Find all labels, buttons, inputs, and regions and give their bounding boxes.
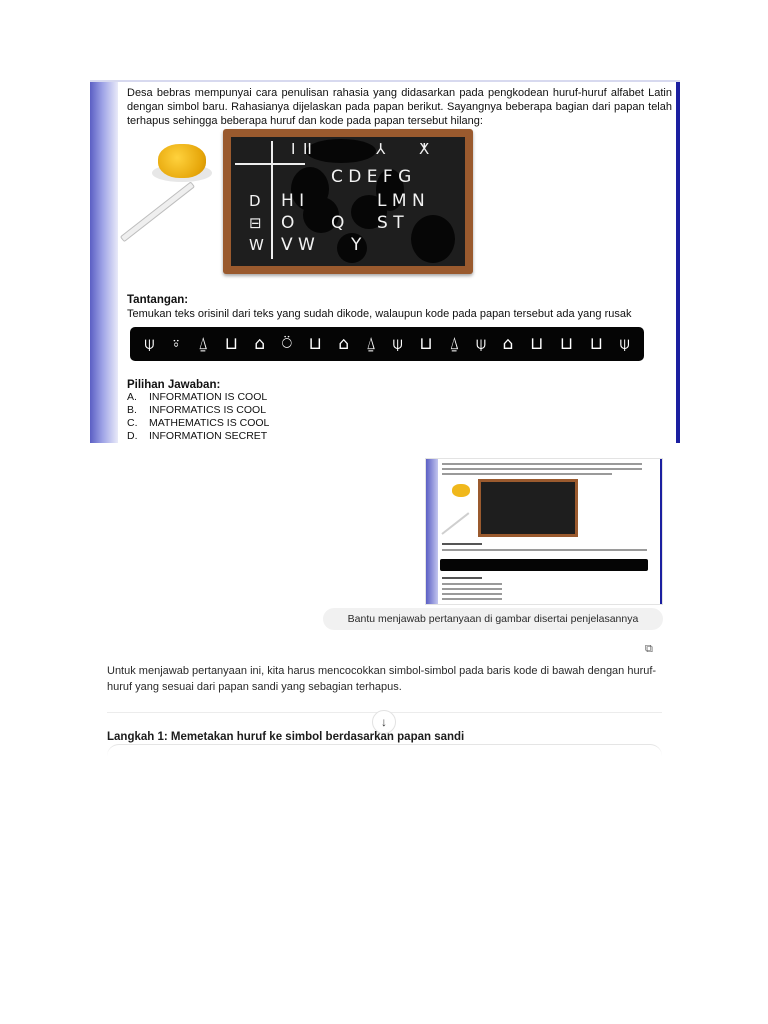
board-letters-row2-left: H I <box>281 191 305 211</box>
board-grid-vertical <box>271 141 273 259</box>
code-symbol: ⍦ <box>619 334 630 354</box>
option-b <box>127 404 266 416</box>
thumb-text-line <box>442 473 612 475</box>
option-a <box>127 391 267 403</box>
code-symbol: ⍤ <box>171 334 182 354</box>
chalk-icon <box>120 181 195 242</box>
option-text: MATHEMATICS IS COOL <box>149 417 270 429</box>
code-symbol: ⍥ <box>281 334 292 354</box>
code-symbol: ⌂ <box>502 334 514 354</box>
board-letters-row3-left: O <box>281 213 295 233</box>
thumb-text-line <box>442 598 502 600</box>
sponge-icon <box>158 144 206 178</box>
erased-smudge <box>411 215 455 263</box>
thumb-text-line <box>442 577 482 579</box>
option-letter: C. <box>127 417 138 429</box>
tantangan-label: Tantangan: <box>127 294 189 306</box>
board-letters-row4-right: Y <box>351 235 362 255</box>
code-symbol: ⍦ <box>392 334 403 354</box>
thumb-right-bar <box>660 459 662 604</box>
attached-image-thumbnail[interactable] <box>426 459 662 604</box>
thumb-text-line <box>442 583 502 585</box>
code-symbol: ⍙ <box>365 334 376 354</box>
option-d <box>127 430 267 442</box>
copy-icon[interactable]: ⧉ <box>645 643 653 655</box>
thumb-text-line <box>442 549 647 551</box>
board-letters-row2-right: L M N <box>377 191 425 211</box>
top-rule <box>90 80 680 82</box>
code-symbol: ⌂ <box>254 334 266 354</box>
code-symbol: ⍙ <box>197 334 209 354</box>
board-letters-row3-mid: Q <box>331 213 345 233</box>
board-grid-horizontal <box>235 163 305 165</box>
board-header-symbol: ⵅ <box>419 140 429 158</box>
option-c <box>127 417 269 429</box>
thumb-sponge-icon <box>452 484 470 497</box>
board-letters-row3-right: S T <box>377 213 404 233</box>
right-accent-bar <box>676 82 680 443</box>
board-row-symbol: D <box>249 192 261 210</box>
assistant-answer-paragraph: Untuk menjawab pertanyaan ini, kita harus mencocokkan simbol-simbol pada baris kode di bawah dengan huruf-huruf yang sesuai dari papan sandi yang sebagian terhapus. <box>107 665 657 693</box>
code-symbol: ⍙ <box>449 334 460 354</box>
code-symbol: ⍦ <box>144 334 155 354</box>
option-text: INFORMATICS IS COOL <box>149 404 267 416</box>
board-header-symbol: I <box>291 140 296 158</box>
table-container-edge <box>107 744 662 759</box>
code-symbol: ⍦ <box>475 334 487 354</box>
thumb-code-bar <box>440 559 648 571</box>
code-symbol: ⊔ <box>529 334 544 354</box>
code-symbol: ⊔ <box>589 334 603 354</box>
board-row-symbol: ⊟ <box>249 214 262 232</box>
option-letter: A. <box>127 391 137 403</box>
thumb-text-line <box>442 463 642 465</box>
board-row-symbol: W <box>249 236 264 254</box>
thumb-text-line <box>442 593 502 595</box>
board-header-symbol: II <box>303 140 312 158</box>
option-text: INFORMATION SECRET <box>149 430 268 442</box>
problem-intro-text: Desa bebras mempunyai cara penulisan rahasia yang didasarkan pada pengkodean huruf-huruf alfabet Latin dengan simbol baru. Rahasianya dijelaskan pada papan berikut. Sayangnya beberapa bagian dari papan telah terhapus sehingga beberapa huruf dan kode pada papan tersebut hilang: <box>127 87 672 127</box>
problem-image <box>90 74 680 443</box>
thumb-text-line <box>442 468 642 470</box>
chalkboard-surface <box>231 137 465 266</box>
code-symbol: ⊔ <box>419 334 433 354</box>
chalkboard <box>223 129 473 274</box>
board-header-symbol: ⅄ <box>376 140 386 158</box>
code-symbol: ⌂ <box>338 334 350 354</box>
tantangan-text: Temukan teks orisinil dari teks yang sudah dikode, walaupun kode pada papan tersebut ada yang rusak <box>127 308 632 320</box>
left-gradient-bar <box>90 82 118 443</box>
code-symbol: ⊔ <box>224 334 238 354</box>
erased-smudge <box>306 139 376 163</box>
option-text: INFORMATION IS COOL <box>149 391 268 403</box>
option-letter: B. <box>127 404 137 416</box>
encoded-symbols-bar <box>130 327 644 361</box>
user-message-bubble: Bantu menjawab pertanyaan di gambar disertai penjelasannya <box>323 608 663 630</box>
thumb-text-line <box>442 543 482 545</box>
code-symbol: ⊔ <box>559 334 574 354</box>
thumb-chalk-icon <box>441 512 469 535</box>
thumb-chalkboard <box>478 479 578 537</box>
code-symbol: ⊔ <box>308 334 322 354</box>
step1-heading: Langkah 1: Memetakan huruf ke simbol berdasarkan papan sandi <box>107 731 465 743</box>
board-letters-row1: C D E F G <box>331 167 412 187</box>
pilihan-label: Pilihan Jawaban: <box>127 379 221 391</box>
arrow-down-icon[interactable]: ↓ <box>372 710 396 734</box>
board-letters-row4-left: V W <box>281 235 315 255</box>
option-letter: D. <box>127 430 138 442</box>
thumb-left-bar <box>426 459 438 604</box>
thumb-text-line <box>442 588 502 590</box>
